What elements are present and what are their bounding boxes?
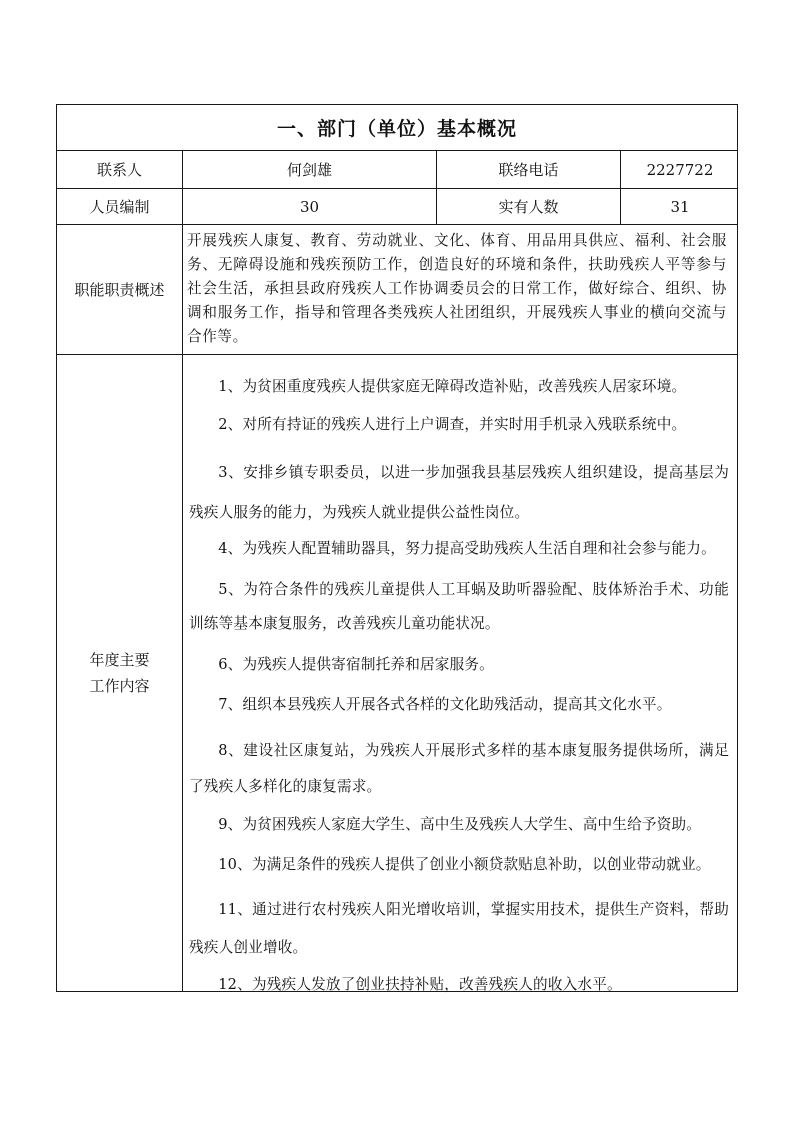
annual-work-label-line2: 工作内容 — [89, 677, 150, 695]
phone-value: 2227722 — [646, 160, 714, 179]
annual-work-list — [183, 355, 737, 991]
title-row — [57, 105, 737, 151]
work-item-3: 3、安排乡镇专职委员，以进一步加强我县基层残疾人组织建设，提高基层为残疾人服务的能力，为残疾人就业提供公益性岗位。 — [189, 464, 729, 521]
actual-label: 实有人数 — [437, 189, 621, 224]
contact-name: 何剑雄 — [183, 151, 437, 188]
work-item-9: 9、为贫困残疾人家庭大学生、高中生及残疾人大学生、高中生给予资助。 — [218, 816, 702, 833]
staffing-label: 人员编制 — [57, 189, 183, 224]
duties-row — [57, 225, 737, 355]
section-title: 一、部门（单位）基本概况 — [276, 118, 517, 140]
work-item-5: 5、为符合条件的残疾儿童提供人工耳蜗及助听器验配、肢体矫治手术、功能训练等基本康复服务，改善残疾儿童功能状况。 — [189, 581, 729, 632]
annual-work-label-line1: 年度主要 — [89, 651, 150, 669]
phone-label: 联络电话 — [437, 151, 621, 188]
work-item-4: 4、为残疾人配置辅助器具，努力提高受助残疾人生活自理和社会参与能力。 — [218, 540, 716, 557]
work-item-10: 10、为满足条件的残疾人提供了创业小额贷款贴息补助，以创业带动就业。 — [218, 856, 711, 873]
staffing-row — [57, 189, 737, 225]
work-item-6: 6、为残疾人提供寄宿制托养和居家服务。 — [218, 656, 494, 673]
work-item-8: 8、建设社区康复站，为残疾人开展形式多样的基本康复服务提供场所，满足了残疾人多样化的康复需求。 — [189, 742, 729, 795]
duties-label: 职能职责概述 — [57, 225, 183, 354]
annual-work-label — [57, 355, 183, 991]
contact-label: 联系人 — [57, 151, 183, 188]
duties-text: 开展残疾人康复、教育、劳动就业、文化、体育、用品用具供应、福利、社会服务、无障碍设施和残疾预防工作，创造良好的环境和条件，扶助残疾人平等参与社会生活，承担县政府残疾人工作协调委员会的日常工作，做好综合、组织、协调和服务工作，指导和管理各类残疾人社团组织，开展残疾人事业的横向交流与合作等。 — [187, 232, 727, 345]
work-item-12: 12、为残疾人发放了创业扶持补贴，改善残疾人的收入水平。 — [218, 976, 622, 993]
annual-work-row — [57, 355, 737, 991]
authorized-count: 30 — [183, 189, 437, 224]
work-item-7: 7、组织本县残疾人开展各式各样的文化助残活动，提高其文化水平。 — [218, 696, 672, 713]
work-item-11: 11、通过进行农村残疾人阳光增收培训，掌握实用技术，提供生产资料，帮助残疾人创业增收。 — [189, 901, 729, 956]
work-item-2: 2、对所有持证的残疾人进行上户调查，并实时用手机录入残联系统中。 — [218, 416, 687, 433]
actual-count: 31 — [670, 197, 690, 216]
contact-row — [57, 151, 737, 189]
work-item-1: 1、为贫困重度残疾人提供家庭无障碍改造补贴，改善残疾人居家环境。 — [218, 378, 687, 395]
overview-table — [56, 104, 738, 992]
